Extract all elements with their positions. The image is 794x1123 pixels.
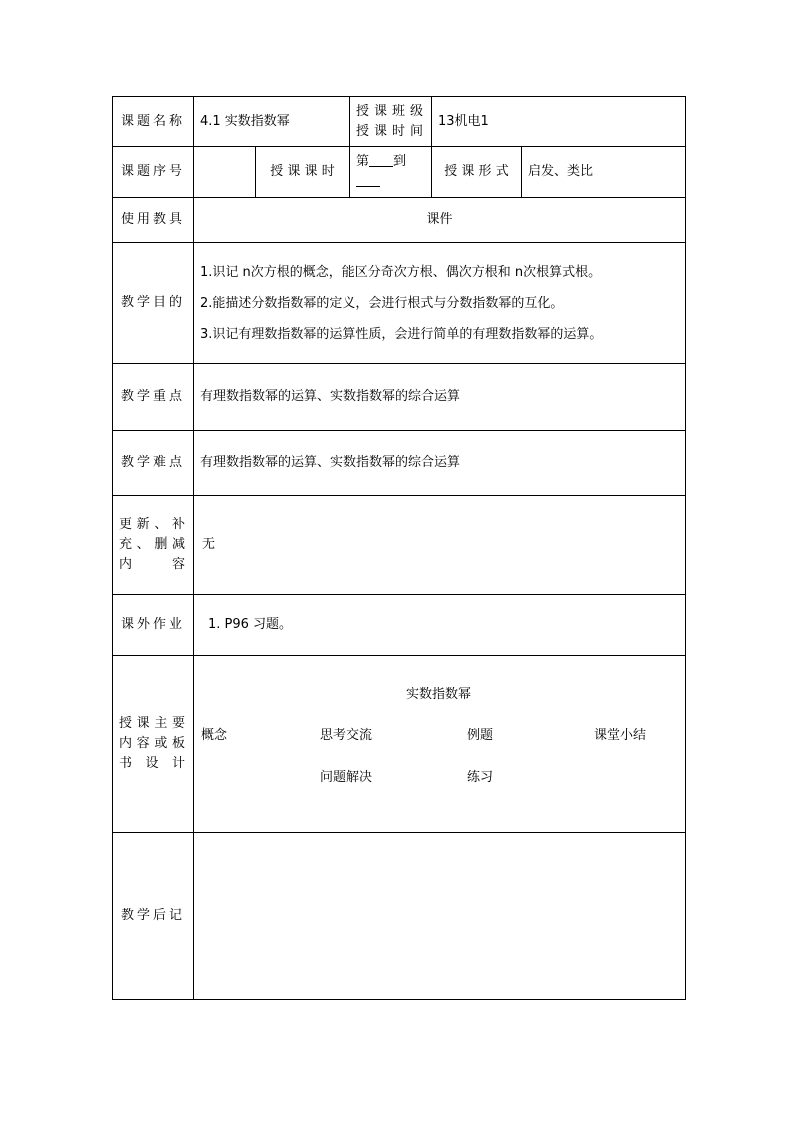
key-label: 教学重点 bbox=[113, 364, 194, 431]
form-value: 启发、类比 bbox=[522, 147, 686, 198]
seq-value bbox=[194, 147, 256, 198]
row-difficulties bbox=[113, 431, 686, 496]
form-label: 授 课 形 式 bbox=[432, 147, 522, 198]
board-content bbox=[194, 656, 686, 833]
row-update bbox=[113, 496, 686, 595]
row-title bbox=[113, 97, 686, 147]
board-label-line: 书 设 计 bbox=[119, 756, 187, 771]
board-item: 思考交流 bbox=[320, 727, 373, 743]
row-reflection bbox=[113, 833, 686, 1000]
key-value: 有理数指数幂的运算、实数指数幂的综合运算 bbox=[194, 364, 686, 431]
seq-label: 课题序号 bbox=[113, 147, 194, 198]
board-item: 练习 bbox=[467, 769, 494, 785]
goal-item: 2.能描述分数指数幂的定义，会进行根式与分数指数幂的互化。 bbox=[200, 295, 564, 311]
class-label: 授课班级 bbox=[356, 103, 425, 119]
class-value: 13机电1 bbox=[432, 97, 686, 147]
row-sequence bbox=[113, 147, 686, 198]
tools-value: 课件 bbox=[194, 198, 686, 243]
board-label-line: 授课主要 bbox=[119, 716, 187, 731]
update-label-line: 更新、补 bbox=[119, 517, 187, 532]
hours-value bbox=[350, 147, 432, 198]
board-item: 例题 bbox=[467, 727, 494, 743]
goal-item: 3.识记有理数指数幂的运算性质，会进行简单的有理数指数幂的运算。 bbox=[200, 326, 603, 342]
update-label bbox=[113, 496, 194, 595]
hours-blank-2 bbox=[356, 172, 380, 187]
reflection-value bbox=[194, 833, 686, 1000]
difficulty-label: 教学难点 bbox=[113, 431, 194, 496]
goal-item: 1.识记 n次方根的概念，能区分奇次方根、偶次方根和 n次根算式根。 bbox=[200, 264, 602, 280]
title-label: 课题名称 bbox=[113, 97, 194, 147]
update-label-line: 充、删减 bbox=[119, 537, 187, 552]
homework-label: 课外作业 bbox=[113, 595, 194, 656]
row-homework bbox=[113, 595, 686, 656]
row-goals bbox=[113, 243, 686, 364]
hours-label: 授 课 课 时 bbox=[256, 147, 350, 198]
board-item: 课堂小结 bbox=[594, 727, 647, 743]
board-item: 问题解决 bbox=[320, 769, 373, 785]
hours-blank-1 bbox=[369, 152, 393, 167]
time-label: 授课时间 bbox=[356, 123, 425, 139]
board-heading: 实数指数幂 bbox=[406, 686, 472, 702]
update-label-line: 内 容 bbox=[119, 557, 187, 572]
board-label-line: 内容或板 bbox=[119, 736, 187, 751]
lesson-plan-table bbox=[112, 96, 686, 1000]
homework-value: 1. P96 习题。 bbox=[194, 595, 686, 656]
title-value: 4.1 实数指数幂 bbox=[194, 97, 350, 147]
reflection-label: 教学后记 bbox=[113, 833, 194, 1000]
tools-label: 使用教具 bbox=[113, 198, 194, 243]
board-label bbox=[113, 656, 194, 833]
update-value: 无 bbox=[194, 496, 686, 595]
row-tools bbox=[113, 198, 686, 243]
class-time-label bbox=[350, 97, 432, 147]
row-board-design bbox=[113, 656, 686, 833]
board-item: 概念 bbox=[201, 727, 228, 743]
hours-mid: 到 bbox=[393, 154, 407, 169]
goals-list bbox=[194, 243, 686, 364]
difficulty-value: 有理数指数幂的运算、实数指数幂的综合运算 bbox=[194, 431, 686, 496]
hours-prefix: 第 bbox=[356, 154, 370, 169]
row-key-points bbox=[113, 364, 686, 431]
goals-label: 教学目的 bbox=[113, 243, 194, 364]
